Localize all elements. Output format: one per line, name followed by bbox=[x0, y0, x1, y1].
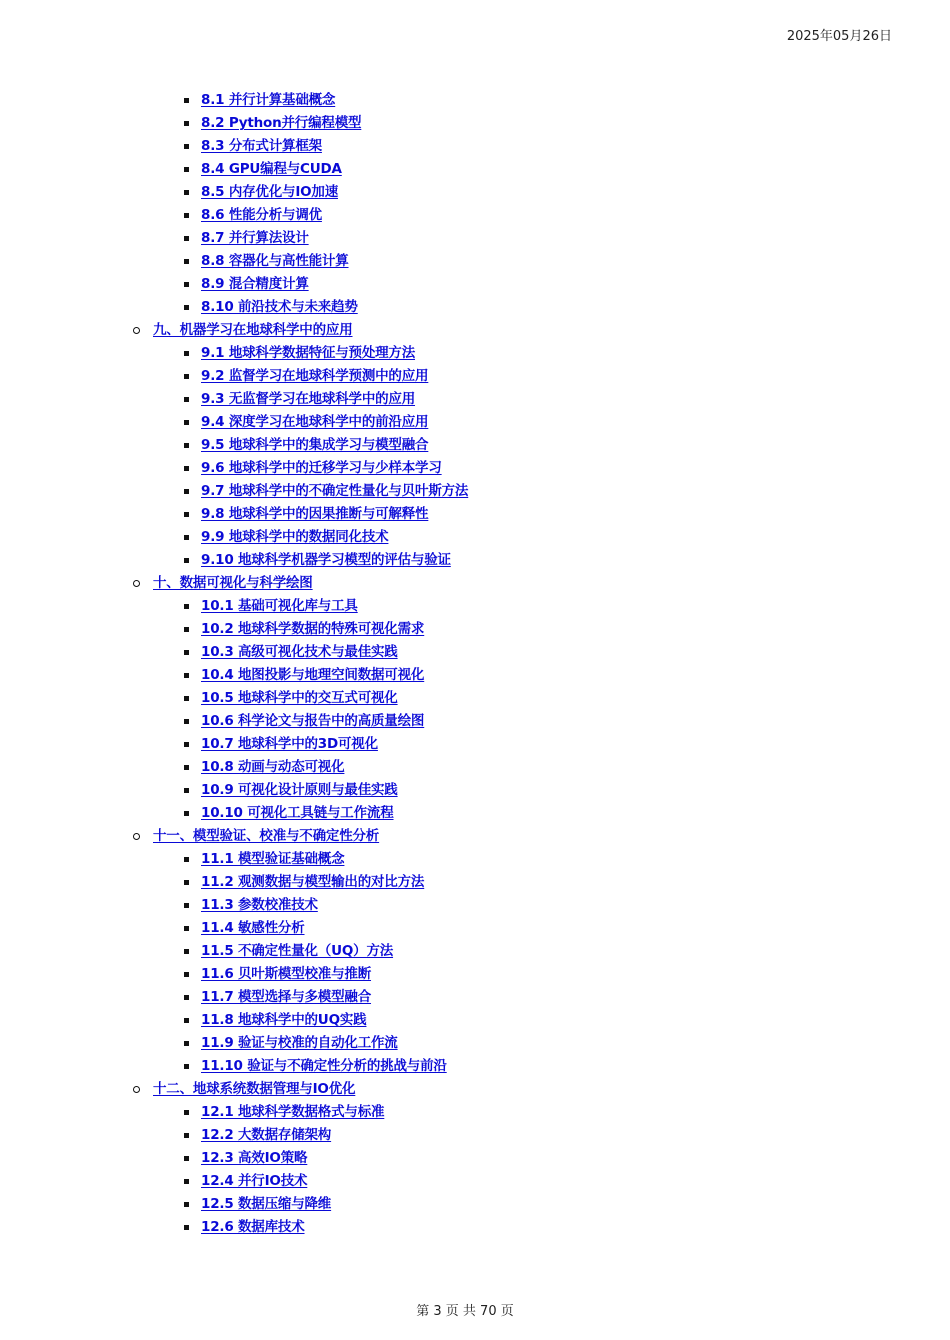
toc-item bbox=[0, 848, 950, 871]
toc-link-11-5[interactable]: 11.5 不确定性量化（UQ）方法 bbox=[201, 943, 394, 959]
toc-link-11-1[interactable]: 11.1 模型验证基础概念 bbox=[201, 851, 345, 867]
square-bullet-icon bbox=[184, 1133, 189, 1138]
square-bullet-icon bbox=[184, 742, 189, 747]
toc-item bbox=[0, 204, 950, 227]
toc-section-link-9[interactable]: 九、机器学习在地球科学中的应用 bbox=[153, 322, 353, 338]
toc-link-11-2[interactable]: 11.2 观测数据与模型输出的对比方法 bbox=[201, 874, 425, 890]
toc-link-10-10[interactable]: 10.10 可视化工具链与工作流程 bbox=[201, 805, 394, 821]
toc-item bbox=[0, 296, 950, 319]
toc-link-9-1[interactable]: 9.1 地球科学数据特征与预处理方法 bbox=[201, 345, 416, 361]
square-bullet-icon bbox=[184, 1202, 189, 1207]
toc-item bbox=[0, 779, 950, 802]
square-bullet-icon bbox=[184, 696, 189, 701]
toc-item bbox=[0, 1055, 950, 1078]
square-bullet-icon bbox=[184, 880, 189, 885]
toc-link-8-3[interactable]: 8.3 分布式计算框架 bbox=[201, 138, 322, 154]
square-bullet-icon bbox=[184, 512, 189, 517]
toc-item bbox=[0, 549, 950, 572]
toc-section-link-12[interactable]: 十二、地球系统数据管理与IO优化 bbox=[153, 1081, 356, 1097]
toc-item bbox=[0, 595, 950, 618]
toc-item bbox=[0, 618, 950, 641]
toc-link-10-8[interactable]: 10.8 动画与动态可视化 bbox=[201, 759, 345, 775]
toc-link-9-9[interactable]: 9.9 地球科学中的数据同化技术 bbox=[201, 529, 389, 545]
toc-link-12-3[interactable]: 12.3 高效IO策略 bbox=[201, 1150, 308, 1166]
circle-bullet-icon bbox=[133, 833, 140, 840]
toc-link-10-9[interactable]: 10.9 可视化设计原则与最佳实践 bbox=[201, 782, 398, 798]
square-bullet-icon bbox=[184, 1179, 189, 1184]
toc-item bbox=[0, 641, 950, 664]
toc-link-8-9[interactable]: 8.9 混合精度计算 bbox=[201, 276, 309, 292]
toc-item bbox=[0, 135, 950, 158]
square-bullet-icon bbox=[184, 673, 189, 678]
toc-item bbox=[0, 434, 950, 457]
toc-link-10-2[interactable]: 10.2 地球科学数据的特殊可视化需求 bbox=[201, 621, 425, 637]
toc-link-9-4[interactable]: 9.4 深度学习在地球科学中的前沿应用 bbox=[201, 414, 429, 430]
toc-link-11-9[interactable]: 11.9 验证与校准的自动化工作流 bbox=[201, 1035, 398, 1051]
square-bullet-icon bbox=[184, 650, 189, 655]
toc-link-11-7[interactable]: 11.7 模型选择与多模型融合 bbox=[201, 989, 372, 1005]
square-bullet-icon bbox=[184, 857, 189, 862]
square-bullet-icon bbox=[184, 98, 189, 103]
toc-link-12-1[interactable]: 12.1 地球科学数据格式与标准 bbox=[201, 1104, 385, 1120]
toc-item bbox=[0, 181, 950, 204]
toc-link-8-5[interactable]: 8.5 内存优化与IO加速 bbox=[201, 184, 339, 200]
square-bullet-icon bbox=[184, 995, 189, 1000]
toc-item bbox=[0, 1193, 950, 1216]
toc-item bbox=[0, 1170, 950, 1193]
toc-link-9-6[interactable]: 9.6 地球科学中的迁移学习与少样本学习 bbox=[201, 460, 442, 476]
toc-item bbox=[0, 480, 950, 503]
toc-link-10-4[interactable]: 10.4 地图投影与地理空间数据可视化 bbox=[201, 667, 425, 683]
square-bullet-icon bbox=[184, 443, 189, 448]
toc-section bbox=[0, 825, 950, 848]
square-bullet-icon bbox=[184, 213, 189, 218]
toc-link-11-8[interactable]: 11.8 地球科学中的UQ实践 bbox=[201, 1012, 367, 1028]
square-bullet-icon bbox=[184, 949, 189, 954]
toc-item bbox=[0, 273, 950, 296]
square-bullet-icon bbox=[184, 397, 189, 402]
print-date: 2025年05月26日 bbox=[786, 29, 892, 44]
toc-link-8-7[interactable]: 8.7 并行算法设计 bbox=[201, 230, 309, 246]
toc-link-9-8[interactable]: 9.8 地球科学中的因果推断与可解释性 bbox=[201, 506, 429, 522]
toc-item bbox=[0, 158, 950, 181]
toc-link-8-8[interactable]: 8.8 容器化与高性能计算 bbox=[201, 253, 349, 269]
toc-link-9-2[interactable]: 9.2 监督学习在地球科学预测中的应用 bbox=[201, 368, 429, 384]
toc-item bbox=[0, 526, 950, 549]
circle-bullet-icon bbox=[133, 580, 140, 587]
toc-item bbox=[0, 250, 950, 273]
square-bullet-icon bbox=[184, 466, 189, 471]
toc-item bbox=[0, 1101, 950, 1124]
toc-section bbox=[0, 572, 950, 595]
toc-item bbox=[0, 89, 950, 112]
toc-item bbox=[0, 1009, 950, 1032]
square-bullet-icon bbox=[184, 489, 189, 494]
toc-item bbox=[0, 894, 950, 917]
page-number-footer: 第 3 页 共 70 页 bbox=[416, 1304, 514, 1319]
square-bullet-icon bbox=[184, 305, 189, 310]
toc-link-12-4[interactable]: 12.4 并行IO技术 bbox=[201, 1173, 308, 1189]
square-bullet-icon bbox=[184, 190, 189, 195]
toc-link-9-7[interactable]: 9.7 地球科学中的不确定性量化与贝叶斯方法 bbox=[201, 483, 469, 499]
toc-link-12-2[interactable]: 12.2 大数据存储架构 bbox=[201, 1127, 332, 1143]
circle-bullet-icon bbox=[133, 327, 140, 334]
square-bullet-icon bbox=[184, 558, 189, 563]
square-bullet-icon bbox=[184, 765, 189, 770]
toc-link-10-7[interactable]: 10.7 地球科学中的3D可视化 bbox=[201, 736, 378, 752]
toc-link-10-1[interactable]: 10.1 基础可视化库与工具 bbox=[201, 598, 358, 614]
square-bullet-icon bbox=[184, 1018, 189, 1023]
toc-item bbox=[0, 733, 950, 756]
square-bullet-icon bbox=[184, 604, 189, 609]
toc-section bbox=[0, 1078, 950, 1101]
toc-link-8-10[interactable]: 8.10 前沿技术与未来趋势 bbox=[201, 299, 358, 315]
toc-item bbox=[0, 1147, 950, 1170]
toc-link-12-5[interactable]: 12.5 数据压缩与降维 bbox=[201, 1196, 332, 1212]
square-bullet-icon bbox=[184, 926, 189, 931]
square-bullet-icon bbox=[184, 1064, 189, 1069]
toc-link-8-4[interactable]: 8.4 GPU编程与CUDA bbox=[201, 161, 342, 177]
square-bullet-icon bbox=[184, 1041, 189, 1046]
toc-item bbox=[0, 986, 950, 1009]
toc-item bbox=[0, 687, 950, 710]
square-bullet-icon bbox=[184, 282, 189, 287]
square-bullet-icon bbox=[184, 351, 189, 356]
square-bullet-icon bbox=[184, 420, 189, 425]
toc-section-link-10[interactable]: 十、数据可视化与科学绘图 bbox=[153, 575, 313, 591]
square-bullet-icon bbox=[184, 236, 189, 241]
toc-item bbox=[0, 112, 950, 135]
toc-link-12-6[interactable]: 12.6 数据库技术 bbox=[201, 1219, 305, 1235]
square-bullet-icon bbox=[184, 1110, 189, 1115]
toc-link-9-5[interactable]: 9.5 地球科学中的集成学习与模型融合 bbox=[201, 437, 429, 453]
toc-item bbox=[0, 457, 950, 480]
square-bullet-icon bbox=[184, 144, 189, 149]
toc-link-8-6[interactable]: 8.6 性能分析与调优 bbox=[201, 207, 322, 223]
square-bullet-icon bbox=[184, 1225, 189, 1230]
square-bullet-icon bbox=[184, 627, 189, 632]
square-bullet-icon bbox=[184, 972, 189, 977]
square-bullet-icon bbox=[184, 811, 189, 816]
toc-section-link-11[interactable]: 十一、模型验证、校准与不确定性分析 bbox=[153, 828, 380, 844]
toc-link-10-5[interactable]: 10.5 地球科学中的交互式可视化 bbox=[201, 690, 398, 706]
square-bullet-icon bbox=[184, 374, 189, 379]
square-bullet-icon bbox=[184, 788, 189, 793]
toc-item bbox=[0, 503, 950, 526]
toc-item bbox=[0, 963, 950, 986]
square-bullet-icon bbox=[184, 167, 189, 172]
toc-item bbox=[0, 1032, 950, 1055]
toc-item bbox=[0, 917, 950, 940]
toc-link-11-4[interactable]: 11.4 敏感性分析 bbox=[201, 920, 305, 936]
square-bullet-icon bbox=[184, 121, 189, 126]
toc-link-10-3[interactable]: 10.3 高级可视化技术与最佳实践 bbox=[201, 644, 398, 660]
square-bullet-icon bbox=[184, 259, 189, 264]
toc-link-8-2[interactable]: 8.2 Python并行编程模型 bbox=[201, 115, 362, 131]
toc-item bbox=[0, 1216, 950, 1239]
table-of-contents bbox=[0, 89, 950, 1239]
toc-link-11-3[interactable]: 11.3 参数校准技术 bbox=[201, 897, 318, 913]
toc-item bbox=[0, 710, 950, 733]
toc-link-9-3[interactable]: 9.3 无监督学习在地球科学中的应用 bbox=[201, 391, 416, 407]
toc-item bbox=[0, 664, 950, 687]
toc-link-8-1[interactable]: 8.1 并行计算基础概念 bbox=[201, 92, 336, 108]
square-bullet-icon bbox=[184, 1156, 189, 1161]
toc-item bbox=[0, 388, 950, 411]
toc-link-11-10[interactable]: 11.10 验证与不确定性分析的挑战与前沿 bbox=[201, 1058, 447, 1074]
toc-section bbox=[0, 319, 950, 342]
toc-item bbox=[0, 871, 950, 894]
toc-item bbox=[0, 227, 950, 250]
toc-item bbox=[0, 411, 950, 434]
toc-item bbox=[0, 342, 950, 365]
toc-item bbox=[0, 802, 950, 825]
toc-link-10-6[interactable]: 10.6 科学论文与报告中的高质量绘图 bbox=[201, 713, 425, 729]
toc-link-11-6[interactable]: 11.6 贝叶斯模型校准与推断 bbox=[201, 966, 372, 982]
circle-bullet-icon bbox=[133, 1086, 140, 1093]
square-bullet-icon bbox=[184, 719, 189, 724]
toc-item bbox=[0, 1124, 950, 1147]
square-bullet-icon bbox=[184, 903, 189, 908]
toc-item bbox=[0, 756, 950, 779]
square-bullet-icon bbox=[184, 535, 189, 540]
toc-item bbox=[0, 940, 950, 963]
toc-link-9-10[interactable]: 9.10 地球科学机器学习模型的评估与验证 bbox=[201, 552, 451, 568]
toc-item bbox=[0, 365, 950, 388]
